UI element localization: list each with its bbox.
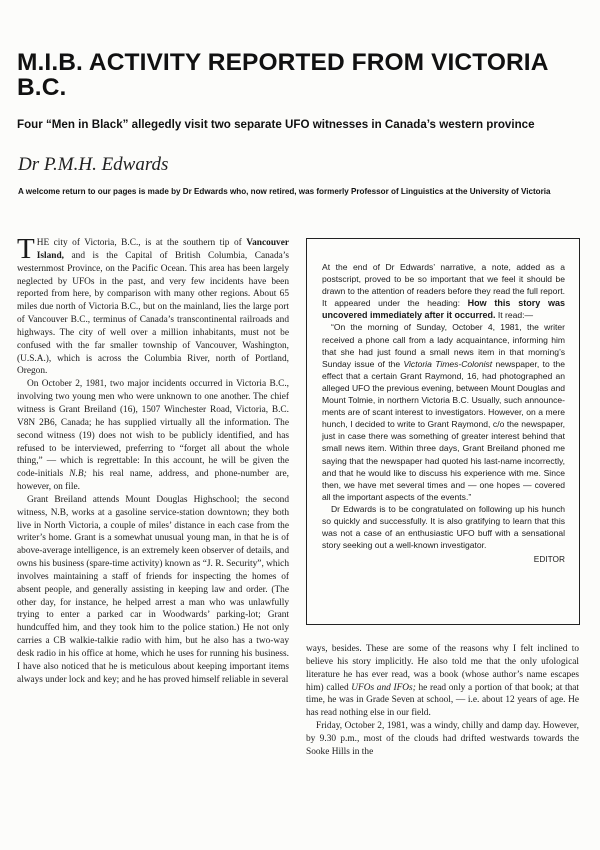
article-title: M.I.B. ACTIVITY REPORTED FROM VICTORIA B.C. [17,49,548,101]
body-paragraph: ways, besides. These are some of the reasons why I felt inclined to believe his story implicitly. He also told me that the only ufological literature he has ever read, was a book (whose author’s name escapes him) called UFOs and IFOs; he read only a portion of that book; at that time, he was in Grade Seven at school, — i.e. about 12 years of age. He has read nothing else in our field. [306,644,579,719]
body-paragraph: Grant Breiland attends Mount Douglas Highschool; the second witness, N.B, works at a gasoline service-station downtown; they both live in North Victoria, a couple of miles’ distance in each case from the writer’s home. Grant is a somewhat unusual young man, in that he is of above-average intelligence, is an extremely keen observer of details, and owns his business (spare-time activity) known as “J. R. Security”, which involves maintaining a staff of friends for inspecting the homes of absent people, and generally assisting in keeping law and order. (The other day, for instance, he helped arrest a man who was unlawfully trying to enter a parked car in Woodwards’ parking-lot; Grant hundcuffed him, and they took him to the police station.) He not only carries a CB walkie-talkie radio with him, but he also has a two-way desk radio in his office at home, which he uses for running his business. I have also noticed that he is meticulous about keeping important items always under lock and key; and he has proved himself reliable in several [17,494,289,685]
editor-signoff: EDITOR [533,554,565,565]
author-byline: Dr P.M.H. Edwards [18,154,169,175]
newspaper-name: Victoria Times-Colonist [403,358,493,369]
body-paragraph: On October 2, 1981, two major incidents occurred in Victoria B.C., involving two young men who were unknown to one another. The chief witness is Grant Breiland (16), 1507 Winchester Road, Victoria, B.C. V8N 2B6, Canada; he has supplied virtually all the information. The second witness (19) does not wish to be publicly identified, and has refused to be interviewed, preferring to “forget all about the whole thing,” — which is regrettable: In this account, he will be given the code-initials N.B; his real name, address, and phone-number are, however, on file. [17,379,289,493]
editor-note-paragraph: At the end of Dr Edwards’ narrative, a note, added as a postscript, proved to be so important that we feel it should be drawn to the attention of readers before they read the full report. It appeared under the heading: How this story was uncovered immediately after it occurred. It read:— [322,262,565,321]
drop-cap: T [17,233,35,265]
postscript-heading: How this story was uncovered immediately after it occurred. [322,298,565,321]
article-subtitle: Four “Men in Black” allegedly visit two separate UFO witnesses in Canada’s western province [17,118,535,131]
editor-note-quote: “On the morning of Sunday, October 4, 1981, the writer received a phone call from a lady acquaintance, informing him that she had just found a small news item in that morning’s Sunday issue of the Victoria Times-Colonist newspaper, to the effect that a certain Grant Raymond, 16, had photographed an alleged UFO the previous evening, between Mount Douglas and Mount Tolmie, in northern Victoria B.C. Usually, such announcements are of scant interest to investigators. However, on a mere hunch, I decided to write to Grant Raymond, c/o the newspaper, just in case there was something of greater interest behind that small news item. Within three days, Grant Breiland phoned me saying that the newspaper had quoted his last-name incorrectly, and that he would like to discuss his experience with me. Since then, we have met several times and — one hopes — covered all the important aspects of the events.” [322,322,565,502]
body-paragraph: Friday, October 2, 1981, was a windy, chilly and damp day. However, by 9.30 p.m., most of the clouds had drifted westwards towards the Sooke Hills in the [306,721,579,757]
emphasis-place-name: Vancouver Island, [36,238,289,261]
editor-note-box [306,238,580,625]
standfirst-intro: A welcome return to our pages is made by Dr Edwards who, now retired, was formerly Professor of Linguistics at the University of Victoria [18,187,551,196]
body-column-right [306,643,579,759]
book-title: UFOs and IFOs; [351,682,416,693]
code-initials: N.B; [69,469,87,480]
editor-note-paragraph: Dr Edwards is to be congratulated on following up his hunch so quickly and successfully. It is also gratifying to learn that this was not a case of an enthusiastic UFO buff with a sensational story seeking out a well-known investigator. [322,503,565,551]
body-column-left [17,233,289,687]
body-paragraph: THE city of Victoria, B.C., is at the southern tip of Vancouver Island, and is the Capital of British Columbia, Canada’s westernmost Province, on the Pacific Ocean. This area has been largely neglected by UFOs in the past, and very few incidents have been reported from here, by comparison with many other regions. About 65 miles due north of Victoria B.C., but on the mainland, lies the large port of Vancouver B.C., terminus of Canada’s transcontinental railroads and highways. The city of well over a million inhabitants, must not be confused with the far smaller township of Vancouver, Washington, (U.S.A.), which is across the Columbia River, north of Portland, Oregon. [17,233,289,377]
